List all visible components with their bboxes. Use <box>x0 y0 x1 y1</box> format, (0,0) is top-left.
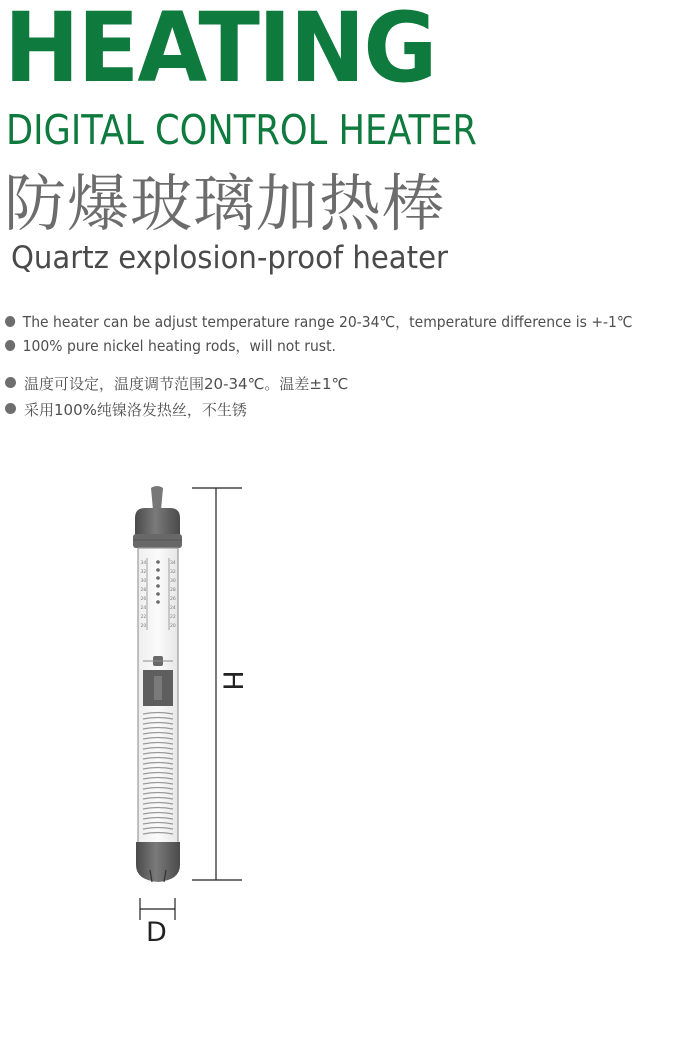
scale-tick-label: 22 <box>170 615 176 620</box>
scale-tick-label: 26 <box>140 597 147 602</box>
feature-text: 采用100%纯镍洛发热丝，不生锈 <box>24 401 247 419</box>
scale-tick-label: 24 <box>170 606 176 611</box>
scale-tick-label: 32 <box>140 570 147 575</box>
top-cap <box>135 508 180 536</box>
scale-tick-label: 34 <box>140 561 147 566</box>
feature-item <box>5 397 685 423</box>
scale-tick-label: 22 <box>140 615 147 620</box>
feature-list-en <box>5 310 685 358</box>
heater-diagram <box>0 470 300 970</box>
scale-tick-label: 20 <box>140 624 147 629</box>
scale-tick-label: 26 <box>170 597 176 602</box>
product-name-cn: 防爆玻璃加热棒 <box>4 167 446 240</box>
feature-item <box>5 334 637 358</box>
feature-list-cn <box>5 371 685 423</box>
diameter-label: D <box>146 917 167 948</box>
scale-tick-label: 30 <box>140 579 147 584</box>
scale-tick-label: 32 <box>170 570 176 575</box>
bullet-dot-icon <box>5 377 16 388</box>
feature-text: 100% pure nickel heating rods，will not rust. <box>22 337 336 355</box>
scale-tick-label: 28 <box>140 588 147 593</box>
feature-text: The heater can be adjust temperature range 20-34℃，temperature difference is +-1℃ <box>22 313 633 331</box>
bullet-dot-icon <box>5 340 15 351</box>
page-title: HEATING <box>4 0 436 104</box>
bottom-cap <box>136 842 180 882</box>
scale-tick-label: 20 <box>170 624 176 629</box>
scale-tick-label: 30 <box>170 579 176 584</box>
bullet-dot-icon <box>5 316 15 327</box>
feature-item <box>5 371 685 397</box>
cap-thread <box>133 534 182 548</box>
cable-stub <box>151 486 163 510</box>
page-subtitle: DIGITAL CONTROL HEATER <box>6 106 477 154</box>
scale-tick-label: 34 <box>170 561 176 566</box>
product-name-en: Quartz explosion-proof heater <box>11 240 449 276</box>
feature-text: 温度可设定，温度调节范围20-34℃。温差±1℃ <box>24 375 349 393</box>
bullet-dot-icon <box>5 403 16 414</box>
feature-item <box>5 310 637 334</box>
scale-tick-label: 28 <box>170 588 176 593</box>
height-label: H <box>216 670 248 691</box>
scale-tick-label: 24 <box>140 606 147 611</box>
